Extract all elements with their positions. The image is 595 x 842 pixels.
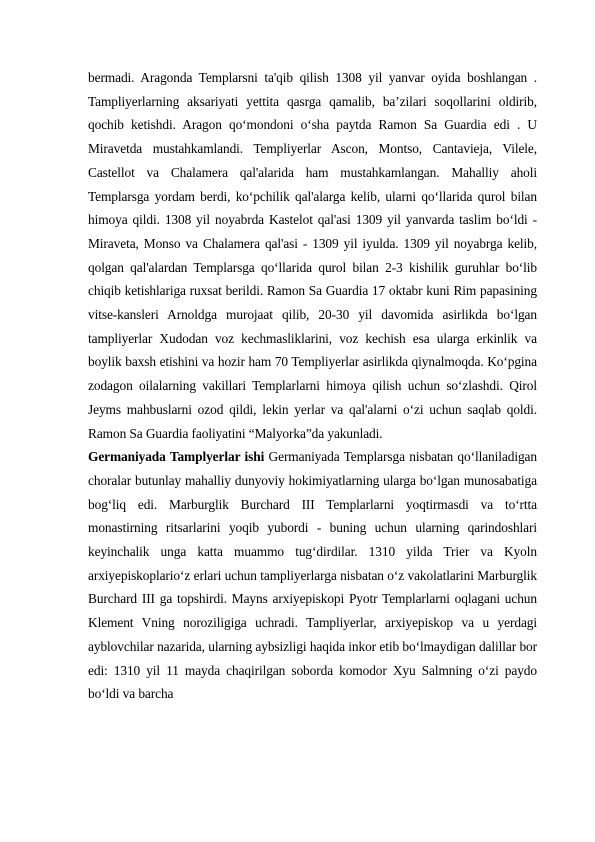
document-page bbox=[88, 66, 537, 706]
body-paragraph: bermadi. Aragonda Templarsni ta'qib qilish 1308 yil yanvar oyida boshlangan . Tampliyerlarning aksariyati yettita qasrga qamalib, ba’zilari soqollarini oldirib, qochib ketishdi. Aragon qo‘mondoni o‘sha paytda Ramon Sa Guardia edi . U Miravetda mustahkamlandi. Templiyerlar Ascon, Montso, Cantavieja, Vilele, Castellot va Chalamera qal'alarida ham mustahkamlangan. Mahalliy aholi Templarsga yordam berdi, ko‘pchilik qal'alarga kelib, ularni qo‘llarida qurol bilan himoya qildi. 1308 yil noyabrda Kastelot qal'asi 1309 yil yanvarda taslim bo‘ldi - Miraveta, Monso va Chalamera qal'asi - 1309 yil iyulda. 1309 yil noyabrga kelib, qolgan qal'alardan Templarsga qo‘llarida qurol bilan 2-3 kishilik guruhlar bo‘lib chiqib ketishlariga ruxsat berildi. Ramon Sa Guardia 17 oktabr kuni Rim papasining vitse-kansleri Arnoldga murojaat qilib, 20-30 yil davomida asirlikda bo‘lgan tampliyerlar Xudodan voz kechmasliklarini, voz kechish esa ularga erkinlik va boylik baxsh etishini va hozir ham 70 Templiyerlar asirlikda qiynalmoqda. Ko‘pgina zodagon oilalarning vakillari Templarlarni himoya qilish uchun so‘zlashdi. Qirol Jeyms mahbuslarni ozod qildi, lekin yerlar va qal'alarni o‘zi uchun saqlab qoldi. Ramon Sa Guardia faoliyatini “Malyorka”da yakunladi. bbox=[88, 70, 537, 441]
section-paragraph bbox=[88, 445, 537, 706]
section-heading: Germaniyada Tamplyerlar ishi bbox=[88, 449, 265, 465]
section-body: Germaniyada Templarsga nisbatan qo‘llaniladigan choralar butunlay mahalliy dunyoviy hokimiyatlarning ularga bo‘lgan munosabatiga bog‘liq edi. Marburglik Burchard III Templarlarni yoqtirmasdi va to‘rtta monastirning ritsarlarini yoqib yubordi - buning uchun ularning qarindoshlari keyinchalik unga katta muammo tug‘dirdilar. 1310 yilda Trier va Kyoln arxiyepiskoplario‘z erlari uchun tampliyerlarga nisbatan o‘z vakolatlarini Marburglik Burchard III ga topshirdi. Mayns arxiyepiskopi Pyotr Templarlarni oqlagani uchun Klement Vning noroziligiga uchradi. Tampliyerlar, arxiyepiskop va u yerdagi ayblovchilar nazarida, ularning aybsizligi haqida inkor etib bo‘lmaydigan dalillar bor edi: 1310 yil 11 mayda chaqirilgan soborda komodor Xyu Salmning o‘zi paydo bo‘ldi va barcha bbox=[88, 449, 537, 702]
